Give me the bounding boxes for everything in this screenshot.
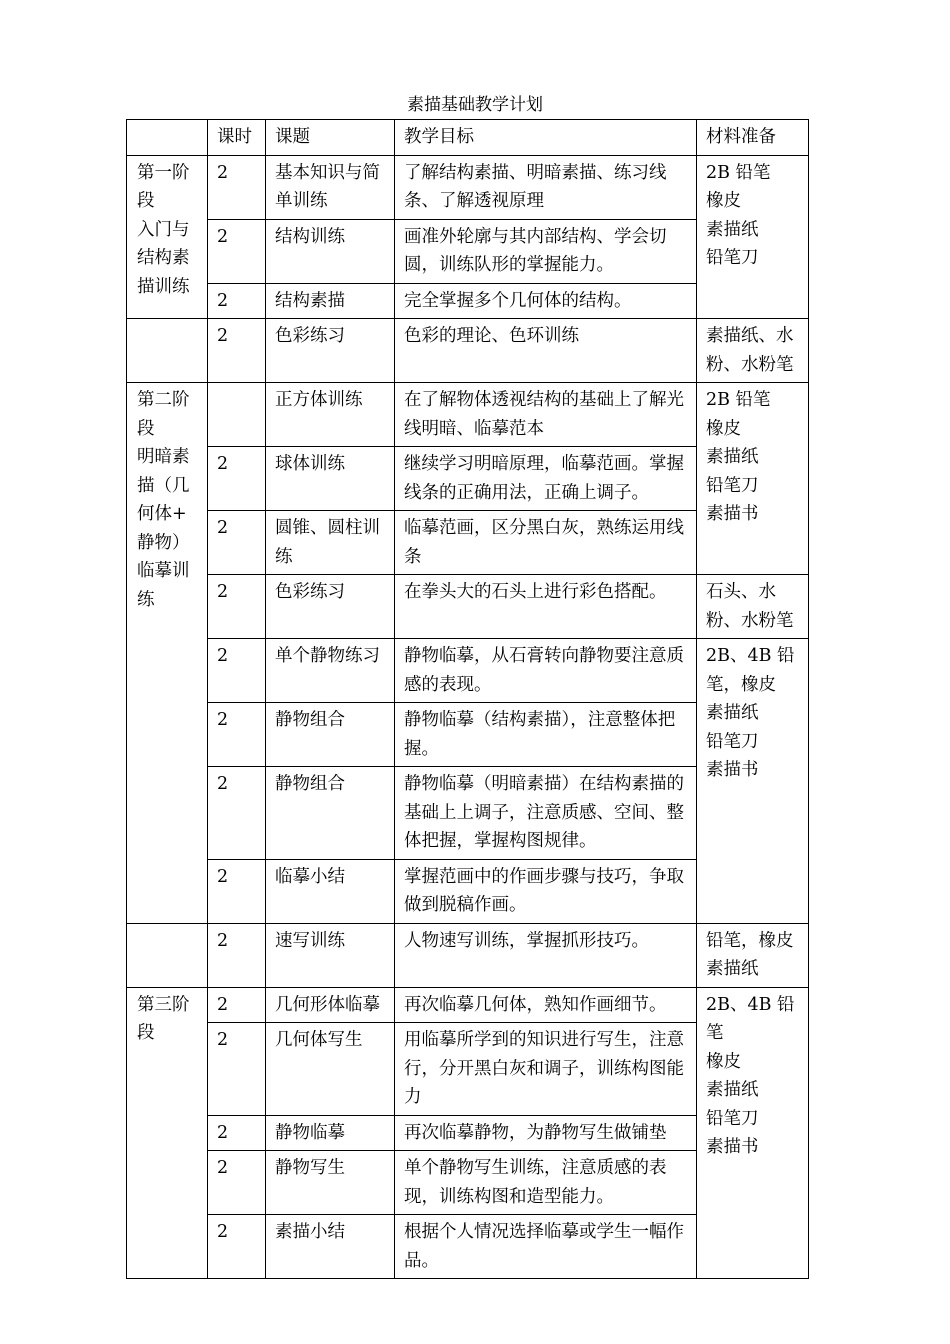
topic-cell: 色彩练习 (266, 575, 395, 639)
stage-cell (127, 923, 208, 987)
stage-line: 第三阶 (137, 994, 190, 1015)
goal-cell: 静物临摹，从石膏转向静物要注意质感的表现。 (395, 639, 697, 703)
hours-cell: 2 (208, 767, 266, 860)
materials-cell (697, 923, 809, 987)
stage-line: 临摹训 (137, 561, 190, 581)
hours-cell: 2 (208, 987, 266, 1023)
materials-cell (697, 155, 809, 319)
goal-cell: 在了解物体透视结构的基础上了解光线明暗、临摹范本 (395, 383, 697, 447)
materials-cell (697, 575, 809, 639)
hours-cell: 2 (208, 859, 266, 923)
hours-cell: 2 (208, 1023, 266, 1116)
material-line: 素描纸 (706, 447, 759, 467)
hours-cell: 2 (208, 511, 266, 575)
stage-line: 结构素 (137, 248, 190, 268)
table-row (127, 575, 809, 639)
topic-cell: 球体训练 (266, 447, 395, 511)
topic-cell: 静物临摹 (266, 1115, 395, 1151)
materials-cell (697, 383, 809, 575)
material-line: 素描书 (706, 1137, 759, 1157)
material-line: 素描纸 (706, 959, 759, 979)
topic-cell: 速写训练 (266, 923, 395, 987)
topic-cell: 静物组合 (266, 767, 395, 860)
hours-cell: 2 (208, 923, 266, 987)
material-line: 素描纸 (706, 1080, 759, 1100)
stage-line: 静物） (137, 532, 190, 553)
material-line: 素描书 (706, 760, 759, 780)
material-line: 素描纸 (706, 219, 759, 240)
table-row (127, 383, 809, 447)
table-row (127, 155, 809, 219)
table-row (127, 319, 809, 383)
goal-cell: 了解结构素描、明暗素描、练习线条、了解透视原理 (395, 155, 697, 219)
topic-cell: 静物组合 (266, 703, 395, 767)
table-row (127, 987, 809, 1023)
table-row (127, 923, 809, 987)
material-line: 铅笔刀 (706, 1108, 759, 1129)
topic-cell: 基本知识与简单训练 (266, 155, 395, 219)
topic-cell: 结构训练 (266, 219, 395, 283)
header-hours: 课时 (208, 120, 266, 156)
stage-cell (127, 383, 208, 924)
material-line: 粉、水粉笔 (706, 354, 794, 375)
hours-cell: 2 (208, 219, 266, 283)
stage-cell (127, 155, 208, 319)
material-line: 素描书 (706, 504, 759, 524)
table-row (127, 639, 809, 703)
topic-cell: 色彩练习 (266, 319, 395, 383)
material-line: 铅笔，橡皮 (706, 930, 794, 951)
hours-cell: 2 (208, 283, 266, 319)
goal-cell: 色彩的理论、色环训练 (395, 319, 697, 383)
material-line: 橡皮 (706, 191, 741, 211)
goal-cell: 单个静物写生训练，注意质感的表现，训练构图和造型能力。 (395, 1151, 697, 1215)
topic-cell: 静物写生 (266, 1151, 395, 1215)
teaching-plan-table (126, 119, 809, 1279)
hours-cell: 2 (208, 1115, 266, 1151)
goal-cell: 用临摹所学到的知识进行写生，注意行，分开黑白灰和调子，训练构图能力 (395, 1023, 697, 1116)
goal-cell: 画准外轮廓与其内部结构、学会切圆，训练队形的掌握能力。 (395, 219, 697, 283)
materials-cell (697, 987, 809, 1279)
stage-line: 段 (137, 418, 155, 439)
material-line: 粉、水粉笔 (706, 610, 794, 631)
goal-cell: 人物速写训练，掌握抓形技巧。 (395, 923, 697, 987)
material-line: 2B 铅笔 (706, 390, 771, 410)
goal-cell: 掌握范画中的作画步骤与技巧，争取做到脱稿作画。 (395, 859, 697, 923)
hours-cell: 2 (208, 319, 266, 383)
material-line: 素描纸 (706, 703, 759, 723)
stage-line: 段 (137, 191, 155, 211)
goal-cell: 再次临摹几何体，熟知作画细节。 (395, 987, 697, 1023)
goal-cell: 临摹范画，区分黑白灰，熟练运用线条 (395, 511, 697, 575)
goal-cell: 继续学习明暗原理，临摹范画。掌握线条的正确用法，正确上调子。 (395, 447, 697, 511)
materials-cell (697, 639, 809, 924)
header-stage (127, 120, 208, 156)
material-line: 铅笔刀 (706, 248, 759, 268)
stage-cell (127, 319, 208, 383)
stage-cell (127, 987, 208, 1279)
material-line: 铅笔刀 (706, 475, 759, 496)
stage-line: 入门与 (137, 219, 190, 240)
stage-line: 第一阶 (137, 162, 190, 183)
topic-cell: 单个静物练习 (266, 639, 395, 703)
hours-cell: 2 (208, 1215, 266, 1279)
material-line: 橡皮 (706, 418, 741, 439)
topic-cell: 正方体训练 (266, 383, 395, 447)
materials-cell (697, 319, 809, 383)
material-line: 2B、4B 铅 (706, 994, 795, 1015)
stage-line: 描（几 (137, 475, 190, 496)
hours-cell (208, 383, 266, 447)
hours-cell: 2 (208, 703, 266, 767)
material-line: 橡皮 (706, 1051, 741, 1072)
topic-cell: 几何形体临摹 (266, 987, 395, 1023)
material-line: 素描纸、水 (706, 326, 794, 346)
hours-cell: 2 (208, 639, 266, 703)
topic-cell: 结构素描 (266, 283, 395, 319)
goal-cell: 再次临摹静物，为静物写生做铺垫 (395, 1115, 697, 1151)
stage-line: 描训练 (137, 276, 190, 297)
hours-cell: 2 (208, 447, 266, 511)
material-line: 2B 铅笔 (706, 162, 771, 183)
hours-cell: 2 (208, 155, 266, 219)
stage-line: 练 (137, 589, 155, 610)
header-topic: 课题 (266, 120, 395, 156)
topic-cell: 临摹小结 (266, 859, 395, 923)
topic-cell: 圆锥、圆柱训练 (266, 511, 395, 575)
hours-cell: 2 (208, 575, 266, 639)
document-title: 素描基础教学计划 (407, 95, 543, 115)
material-line: 石头、水 (706, 582, 776, 602)
goal-cell: 静物临摹（结构素描），注意整体把握。 (395, 703, 697, 767)
material-line: 笔 (706, 1023, 724, 1043)
material-line: 2B、4B 铅 (706, 646, 795, 666)
goal-cell: 根据个人情况选择临摹或学生一幅作品。 (395, 1215, 697, 1279)
stage-line: 明暗素 (137, 447, 190, 467)
topic-cell: 素描小结 (266, 1215, 395, 1279)
stage-line: 何体+ (137, 504, 187, 524)
goal-cell: 在拳头大的石头上进行彩色搭配。 (395, 575, 697, 639)
goal-cell: 完全掌握多个几何体的结构。 (395, 283, 697, 319)
stage-line: 段 (137, 1023, 155, 1043)
material-line: 笔，橡皮 (706, 674, 776, 695)
hours-cell: 2 (208, 1151, 266, 1215)
header-materials: 材料准备 (697, 120, 809, 156)
goal-cell: 静物临摹（明暗素描）在结构素描的基础上上调子，注意质感、空间、整体把握，掌握构图规律。 (395, 767, 697, 860)
header-row (127, 120, 809, 156)
material-line: 铅笔刀 (706, 731, 759, 752)
header-goal: 教学目标 (395, 120, 697, 156)
stage-line: 第二阶 (137, 390, 190, 410)
topic-cell: 几何体写生 (266, 1023, 395, 1116)
